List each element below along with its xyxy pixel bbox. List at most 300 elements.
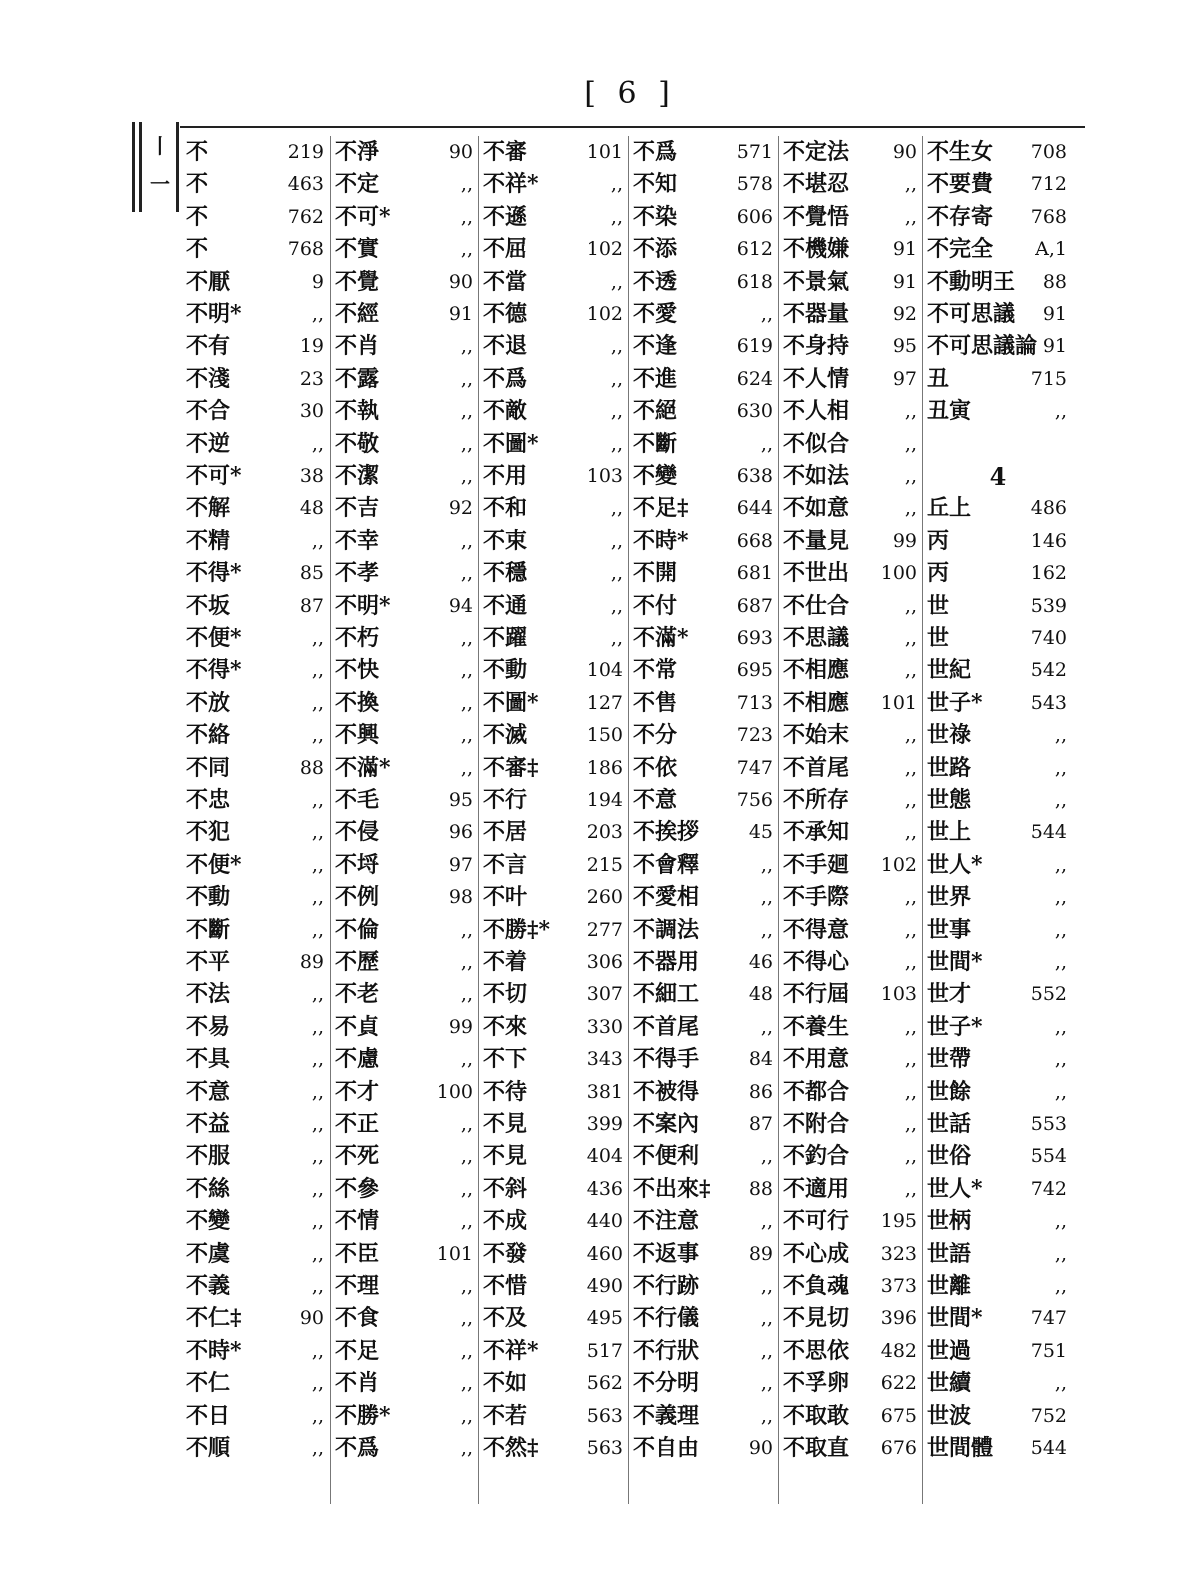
entry-page-number: ,, bbox=[311, 789, 324, 811]
entry-term: 世續 bbox=[927, 1370, 972, 1397]
index-entry bbox=[479, 1011, 629, 1044]
index-entry bbox=[331, 881, 479, 914]
index-entry bbox=[331, 590, 479, 623]
entry-page-number: ,, bbox=[460, 432, 473, 455]
entry-page-number: ,, bbox=[1054, 853, 1067, 876]
entry-term: 不挨拶 bbox=[633, 819, 700, 846]
entry-term: 不有 bbox=[186, 333, 231, 360]
index-entry bbox=[182, 266, 330, 299]
index-entry bbox=[479, 136, 629, 169]
entry-term: 不返事 bbox=[633, 1240, 700, 1267]
entry-page-number: ,, bbox=[904, 1145, 917, 1168]
index-entry bbox=[923, 266, 1073, 299]
entry-term: 世話 bbox=[927, 1111, 972, 1137]
index-entry bbox=[331, 719, 479, 752]
entry-term: 不虞 bbox=[186, 1240, 231, 1267]
index-entry bbox=[182, 1173, 330, 1206]
entry-term: 不絲 bbox=[186, 1175, 231, 1202]
entry-term: 不定 bbox=[335, 171, 380, 198]
entry-term: 不成 bbox=[483, 1208, 528, 1235]
entry-page-number: ,, bbox=[311, 1177, 324, 1200]
entry-term: 不覺悟 bbox=[783, 203, 850, 230]
index-entry bbox=[779, 1400, 923, 1433]
entry-page-number: 695 bbox=[736, 659, 773, 682]
index-entry bbox=[182, 752, 330, 785]
entry-term: 世 bbox=[927, 625, 950, 651]
index-entry bbox=[331, 978, 479, 1011]
entry-page-number: ,, bbox=[311, 821, 324, 844]
entry-page-number: ,, bbox=[610, 594, 623, 617]
entry-term: 不得* bbox=[186, 657, 242, 684]
entry-term: 不注意 bbox=[633, 1208, 700, 1235]
entry-page-number: 544 bbox=[1030, 821, 1067, 844]
entry-term: 不動 bbox=[483, 657, 528, 684]
index-entry bbox=[182, 881, 330, 914]
index-entry bbox=[182, 784, 330, 817]
entry-page-number: 747 bbox=[736, 756, 773, 779]
index-entry bbox=[629, 719, 779, 752]
entry-page-number: ,, bbox=[904, 1015, 917, 1038]
entry-page-number: ,, bbox=[904, 1177, 917, 1200]
entry-term: 不祥* bbox=[483, 1337, 539, 1364]
index-entry bbox=[182, 1238, 330, 1271]
index-entry bbox=[479, 816, 629, 849]
entry-term: 不售 bbox=[633, 689, 678, 716]
index-entry bbox=[629, 1367, 779, 1400]
entry-page-number: ,, bbox=[760, 1275, 773, 1297]
entry-term: 不同 bbox=[186, 754, 231, 781]
entry-page-number: ,, bbox=[460, 1437, 473, 1459]
index-entry bbox=[779, 1367, 923, 1400]
index-entry bbox=[182, 1302, 330, 1335]
entry-term: 不毛 bbox=[335, 787, 380, 813]
entry-page-number: A,1 bbox=[1035, 238, 1067, 261]
entry-page-number: ,, bbox=[904, 627, 917, 649]
index-entry bbox=[923, 654, 1073, 687]
entry-term: 不見 bbox=[483, 1111, 528, 1137]
entry-term: 不完全 bbox=[927, 236, 994, 263]
entry-term: 不見 bbox=[483, 1143, 528, 1170]
entry-page-number: 90 bbox=[448, 141, 473, 163]
entry-term: 不情 bbox=[335, 1208, 380, 1235]
entry-page-number: 103 bbox=[880, 983, 917, 1006]
index-entry bbox=[182, 298, 330, 331]
entry-term: 世紀 bbox=[927, 657, 972, 684]
index-entry bbox=[182, 1011, 330, 1044]
entry-term: 不案內 bbox=[633, 1111, 700, 1137]
entry-page-number: 99 bbox=[448, 1015, 473, 1038]
index-entry bbox=[779, 1173, 923, 1206]
entry-term: 不解 bbox=[186, 495, 231, 522]
entry-term: 不常 bbox=[633, 657, 678, 684]
entry-page-number: 768 bbox=[287, 238, 324, 261]
index-entry bbox=[779, 590, 923, 623]
entry-term: 不可* bbox=[335, 203, 391, 230]
entry-page-number: 87 bbox=[299, 594, 324, 617]
entry-term: 不犯 bbox=[186, 819, 231, 846]
index-entry bbox=[479, 881, 629, 914]
entry-term: 不附合 bbox=[783, 1111, 850, 1137]
entry-page-number: 460 bbox=[586, 1242, 623, 1265]
index-entry bbox=[923, 1400, 1073, 1433]
entry-term: 不自由 bbox=[633, 1435, 700, 1461]
entry-term: 丙 bbox=[927, 527, 950, 554]
entry-term: 不義理 bbox=[633, 1402, 700, 1429]
entry-term: 不若 bbox=[483, 1402, 528, 1429]
entry-term: 不心成 bbox=[783, 1240, 850, 1267]
entry-term: 不圖* bbox=[483, 430, 539, 457]
index-entry bbox=[331, 1173, 479, 1206]
entry-term: 不爲 bbox=[335, 1435, 380, 1461]
entry-page-number: ,, bbox=[1054, 789, 1067, 811]
entry-term: 不易 bbox=[186, 1013, 231, 1040]
index-entry bbox=[479, 1205, 629, 1238]
index-entry bbox=[479, 363, 629, 396]
entry-page-number: ,, bbox=[460, 1113, 473, 1135]
entry-term: 不敬 bbox=[335, 430, 380, 457]
entry-term: 世態 bbox=[927, 787, 972, 813]
index-entry bbox=[779, 266, 923, 299]
entry-term: 不正 bbox=[335, 1111, 380, 1137]
entry-page-number: 91 bbox=[892, 238, 917, 261]
index-entry bbox=[182, 1335, 330, 1368]
entry-term: 不變 bbox=[633, 463, 678, 489]
entry-page-number: ,, bbox=[460, 1339, 473, 1362]
entry-page-number: 630 bbox=[736, 400, 773, 423]
entry-page-number: ,, bbox=[311, 659, 324, 682]
index-entry bbox=[779, 363, 923, 396]
entry-page-number: 638 bbox=[736, 465, 773, 487]
entry-page-number: ,, bbox=[1054, 1210, 1067, 1233]
entry-page-number: ,, bbox=[904, 724, 917, 747]
entry-term: 不絕 bbox=[633, 398, 678, 425]
entry-term: 不侵 bbox=[335, 819, 380, 846]
entry-term: 不知 bbox=[633, 171, 678, 198]
index-entry bbox=[182, 914, 330, 947]
entry-term: 世人* bbox=[927, 1175, 983, 1202]
entry-page-number: 150 bbox=[586, 724, 623, 747]
index-entry bbox=[182, 978, 330, 1011]
entry-page-number: 708 bbox=[1030, 141, 1067, 163]
entry-page-number: 102 bbox=[586, 303, 623, 325]
entry-term: 不行狀 bbox=[633, 1337, 700, 1364]
entry-page-number: ,, bbox=[1054, 1080, 1067, 1103]
entry-page-number: 606 bbox=[736, 205, 773, 228]
entry-page-number: ,, bbox=[311, 918, 324, 941]
index-entry bbox=[923, 428, 1073, 461]
entry-term: 不明* bbox=[186, 301, 242, 327]
index-entry bbox=[923, 298, 1073, 331]
entry-page-number: 19 bbox=[299, 335, 324, 358]
entry-term: 不如法 bbox=[783, 463, 850, 489]
entry-page-number: ,, bbox=[460, 1404, 473, 1427]
entry-page-number: 203 bbox=[586, 821, 623, 844]
index-entry bbox=[779, 1108, 923, 1141]
entry-page-number: 30 bbox=[299, 400, 324, 423]
index-entry bbox=[479, 1335, 629, 1368]
entry-page-number: ,, bbox=[311, 1113, 324, 1135]
index-column-6 bbox=[922, 136, 1073, 1504]
entry-page-number: 373 bbox=[880, 1275, 917, 1297]
entry-page-number: 517 bbox=[586, 1339, 623, 1362]
entry-page-number: 260 bbox=[586, 886, 623, 909]
entry-page-number: 94 bbox=[448, 594, 473, 617]
entry-term: 不進 bbox=[633, 365, 678, 392]
index-entry bbox=[331, 298, 479, 331]
entry-term: 不透 bbox=[633, 268, 678, 295]
entry-term: 不日 bbox=[186, 1402, 231, 1429]
entry-page-number: ,, bbox=[760, 1404, 773, 1427]
entry-page-number: 563 bbox=[586, 1437, 623, 1459]
entry-term: 丙 bbox=[927, 560, 950, 587]
entry-term: 不時* bbox=[186, 1337, 242, 1364]
entry-term: 不 bbox=[186, 203, 209, 230]
index-entry bbox=[923, 233, 1073, 266]
entry-term: 不老 bbox=[335, 981, 380, 1008]
entry-page-number: ,, bbox=[904, 756, 917, 779]
entry-page-number: ,, bbox=[904, 205, 917, 228]
entry-term: 不敵 bbox=[483, 398, 528, 425]
entry-page-number: 399 bbox=[586, 1113, 623, 1135]
entry-page-number: ,, bbox=[311, 1242, 324, 1265]
entry-term: 不變 bbox=[186, 1208, 231, 1235]
entry-page-number: ,, bbox=[1054, 951, 1067, 973]
entry-page-number: ,, bbox=[1054, 1372, 1067, 1395]
entry-page-number: 88 bbox=[299, 756, 324, 779]
index-entry bbox=[479, 525, 629, 558]
index-entry bbox=[182, 395, 330, 428]
entry-page-number: ,, bbox=[1054, 918, 1067, 941]
index-entry bbox=[779, 460, 923, 493]
entry-page-number: 91 bbox=[892, 270, 917, 293]
entry-term: 不存寄 bbox=[927, 203, 994, 230]
index-entry bbox=[629, 201, 779, 234]
entry-page-number: ,, bbox=[1054, 1048, 1067, 1071]
index-entry bbox=[779, 395, 923, 428]
entry-term: 不勝* bbox=[335, 1402, 391, 1429]
entry-page-number: 91 bbox=[1042, 303, 1067, 325]
entry-term: 世子* bbox=[927, 689, 983, 716]
entry-page-number: 323 bbox=[880, 1242, 917, 1265]
index-entry bbox=[331, 1140, 479, 1173]
index-entry bbox=[479, 849, 629, 882]
entry-term: 不如 bbox=[483, 1370, 528, 1397]
entry-page-number: ,, bbox=[460, 918, 473, 941]
entry-page-number: ,, bbox=[311, 1210, 324, 1233]
entry-term: 不似合 bbox=[783, 430, 850, 457]
entry-term: 不堪忍 bbox=[783, 171, 850, 198]
entry-page-number: 92 bbox=[448, 497, 473, 520]
entry-page-number: 100 bbox=[436, 1080, 473, 1103]
index-entry bbox=[182, 1043, 330, 1076]
entry-page-number: ,, bbox=[311, 1404, 324, 1427]
entry-page-number: ,, bbox=[610, 173, 623, 196]
index-entry bbox=[629, 654, 779, 687]
entry-term: 不滅 bbox=[483, 722, 528, 749]
entry-term: 不孚卵 bbox=[783, 1370, 850, 1397]
entry-term: 不祥* bbox=[483, 171, 539, 198]
entry-page-number: 618 bbox=[736, 270, 773, 293]
entry-page-number: ,, bbox=[460, 951, 473, 973]
index-entry bbox=[779, 849, 923, 882]
index-entry bbox=[629, 816, 779, 849]
entry-page-number: ,, bbox=[311, 691, 324, 714]
entry-term: 不始末 bbox=[783, 722, 850, 749]
entry-page-number: 552 bbox=[1030, 983, 1067, 1006]
entry-term: 不平 bbox=[186, 949, 231, 975]
entry-term: 不得手 bbox=[633, 1046, 700, 1073]
index-entry bbox=[479, 654, 629, 687]
entry-page-number: 619 bbox=[736, 335, 773, 358]
entry-term: 不慮 bbox=[335, 1046, 380, 1073]
entry-page-number: 48 bbox=[299, 497, 324, 520]
index-entry bbox=[331, 460, 479, 493]
entry-term: 不倫 bbox=[335, 916, 380, 943]
index-entry bbox=[779, 752, 923, 785]
entry-page-number: 624 bbox=[736, 367, 773, 390]
entry-term: 不換 bbox=[335, 689, 380, 716]
index-entry bbox=[479, 460, 629, 493]
entry-term: 不足‡ bbox=[633, 495, 689, 522]
index-entry bbox=[923, 168, 1073, 201]
index-entry bbox=[331, 363, 479, 396]
entry-page-number: 622 bbox=[880, 1372, 917, 1395]
index-entry bbox=[923, 201, 1073, 234]
entry-term: 世波 bbox=[927, 1402, 972, 1429]
entry-term: 不生女 bbox=[927, 139, 994, 165]
index-entry bbox=[923, 330, 1073, 363]
entry-term: 不例 bbox=[335, 884, 380, 911]
entry-term: 世過 bbox=[927, 1337, 972, 1364]
entry-term: 不養生 bbox=[783, 1013, 850, 1040]
entry-page-number: ,, bbox=[460, 1210, 473, 1233]
index-entry bbox=[629, 233, 779, 266]
entry-page-number: ,, bbox=[311, 1145, 324, 1168]
entry-term: 不忠 bbox=[186, 787, 231, 813]
index-entry bbox=[779, 946, 923, 979]
index-entry bbox=[923, 1270, 1073, 1303]
entry-page-number: 644 bbox=[736, 497, 773, 520]
index-entry bbox=[629, 330, 779, 363]
entry-term: 不出來‡ bbox=[633, 1175, 711, 1202]
entry-term: 不理 bbox=[335, 1273, 380, 1299]
entry-page-number: 101 bbox=[436, 1242, 473, 1265]
index-entry bbox=[182, 136, 330, 169]
entry-term: 不及 bbox=[483, 1305, 528, 1332]
index-entry bbox=[182, 1205, 330, 1238]
index-column-3 bbox=[478, 136, 629, 1504]
index-entry bbox=[629, 1270, 779, 1303]
entry-term: 不得心 bbox=[783, 949, 850, 975]
index-entry bbox=[779, 1432, 923, 1465]
entry-page-number: 712 bbox=[1030, 173, 1067, 196]
entry-term: 世間* bbox=[927, 1305, 983, 1332]
entry-term: 不相應 bbox=[783, 657, 850, 684]
entry-page-number: ,, bbox=[760, 886, 773, 909]
entry-term: 不可思議論 bbox=[927, 333, 1038, 360]
entry-term: 不束 bbox=[483, 527, 528, 554]
entry-term: 不人情 bbox=[783, 365, 850, 392]
entry-page-number: ,, bbox=[904, 659, 917, 682]
index-entry bbox=[779, 1335, 923, 1368]
entry-term: 不臣 bbox=[335, 1240, 380, 1267]
entry-term: 不滿* bbox=[335, 754, 391, 781]
marker-bar-left bbox=[132, 122, 135, 212]
index-entry bbox=[629, 395, 779, 428]
entry-page-number: ,, bbox=[460, 691, 473, 714]
index-entry bbox=[479, 978, 629, 1011]
entry-page-number: 95 bbox=[448, 789, 473, 811]
index-entry bbox=[923, 1011, 1073, 1044]
entry-term: 不叶 bbox=[483, 884, 528, 911]
entry-term: 不 bbox=[186, 139, 209, 165]
entry-page-number: ,, bbox=[904, 1048, 917, 1071]
entry-page-number: 404 bbox=[586, 1145, 623, 1168]
index-entry bbox=[629, 363, 779, 396]
index-entry bbox=[479, 1400, 629, 1433]
entry-term: 4 bbox=[989, 462, 1007, 491]
entry-page-number: 668 bbox=[736, 529, 773, 552]
index-entry bbox=[779, 1076, 923, 1109]
entry-page-number: 91 bbox=[448, 303, 473, 325]
entry-term: 不精 bbox=[186, 527, 231, 554]
index-entry bbox=[779, 1011, 923, 1044]
entry-term: 不釣合 bbox=[783, 1143, 850, 1170]
entry-term: 不坂 bbox=[186, 592, 231, 619]
entry-term: 不來 bbox=[483, 1013, 528, 1040]
entry-page-number: 23 bbox=[299, 367, 324, 390]
entry-page-number: 553 bbox=[1030, 1113, 1067, 1135]
index-entry bbox=[779, 298, 923, 331]
index-entry bbox=[331, 752, 479, 785]
index-entry bbox=[331, 687, 479, 720]
entry-term: 不審 bbox=[483, 139, 528, 165]
index-entry bbox=[923, 849, 1073, 882]
entry-page-number: 571 bbox=[736, 141, 773, 163]
index-entry bbox=[479, 687, 629, 720]
entry-term: 不興 bbox=[335, 722, 380, 749]
entry-page-number: ,, bbox=[760, 1307, 773, 1330]
index-entry bbox=[182, 1140, 330, 1173]
entry-term: 不便* bbox=[186, 625, 242, 651]
entry-page-number: 687 bbox=[736, 594, 773, 617]
index-entry bbox=[923, 622, 1073, 655]
entry-page-number: ,, bbox=[460, 173, 473, 196]
entry-page-number: 88 bbox=[748, 1177, 773, 1200]
index-entry bbox=[629, 525, 779, 558]
entry-term: 世祿 bbox=[927, 722, 972, 749]
entry-term: 不着 bbox=[483, 949, 528, 975]
entry-page-number: 612 bbox=[736, 238, 773, 261]
index-entry bbox=[331, 622, 479, 655]
marker-char-top: 丨 bbox=[150, 134, 170, 158]
entry-page-number: ,, bbox=[1054, 400, 1067, 423]
index-entry bbox=[779, 136, 923, 169]
entry-page-number: ,, bbox=[460, 983, 473, 1006]
entry-page-number: 89 bbox=[748, 1242, 773, 1265]
entry-term: 不思議 bbox=[783, 625, 850, 651]
entry-term: 不德 bbox=[483, 301, 528, 327]
entry-term: 丑寅 bbox=[927, 398, 972, 425]
index-entry bbox=[479, 1076, 629, 1109]
index-entry bbox=[182, 168, 330, 201]
entry-page-number: 90 bbox=[448, 270, 473, 293]
index-entry bbox=[779, 914, 923, 947]
index-entry bbox=[331, 233, 479, 266]
entry-page-number: ,, bbox=[904, 432, 917, 455]
index-entry bbox=[779, 1302, 923, 1335]
entry-term: 不所存 bbox=[783, 787, 850, 813]
